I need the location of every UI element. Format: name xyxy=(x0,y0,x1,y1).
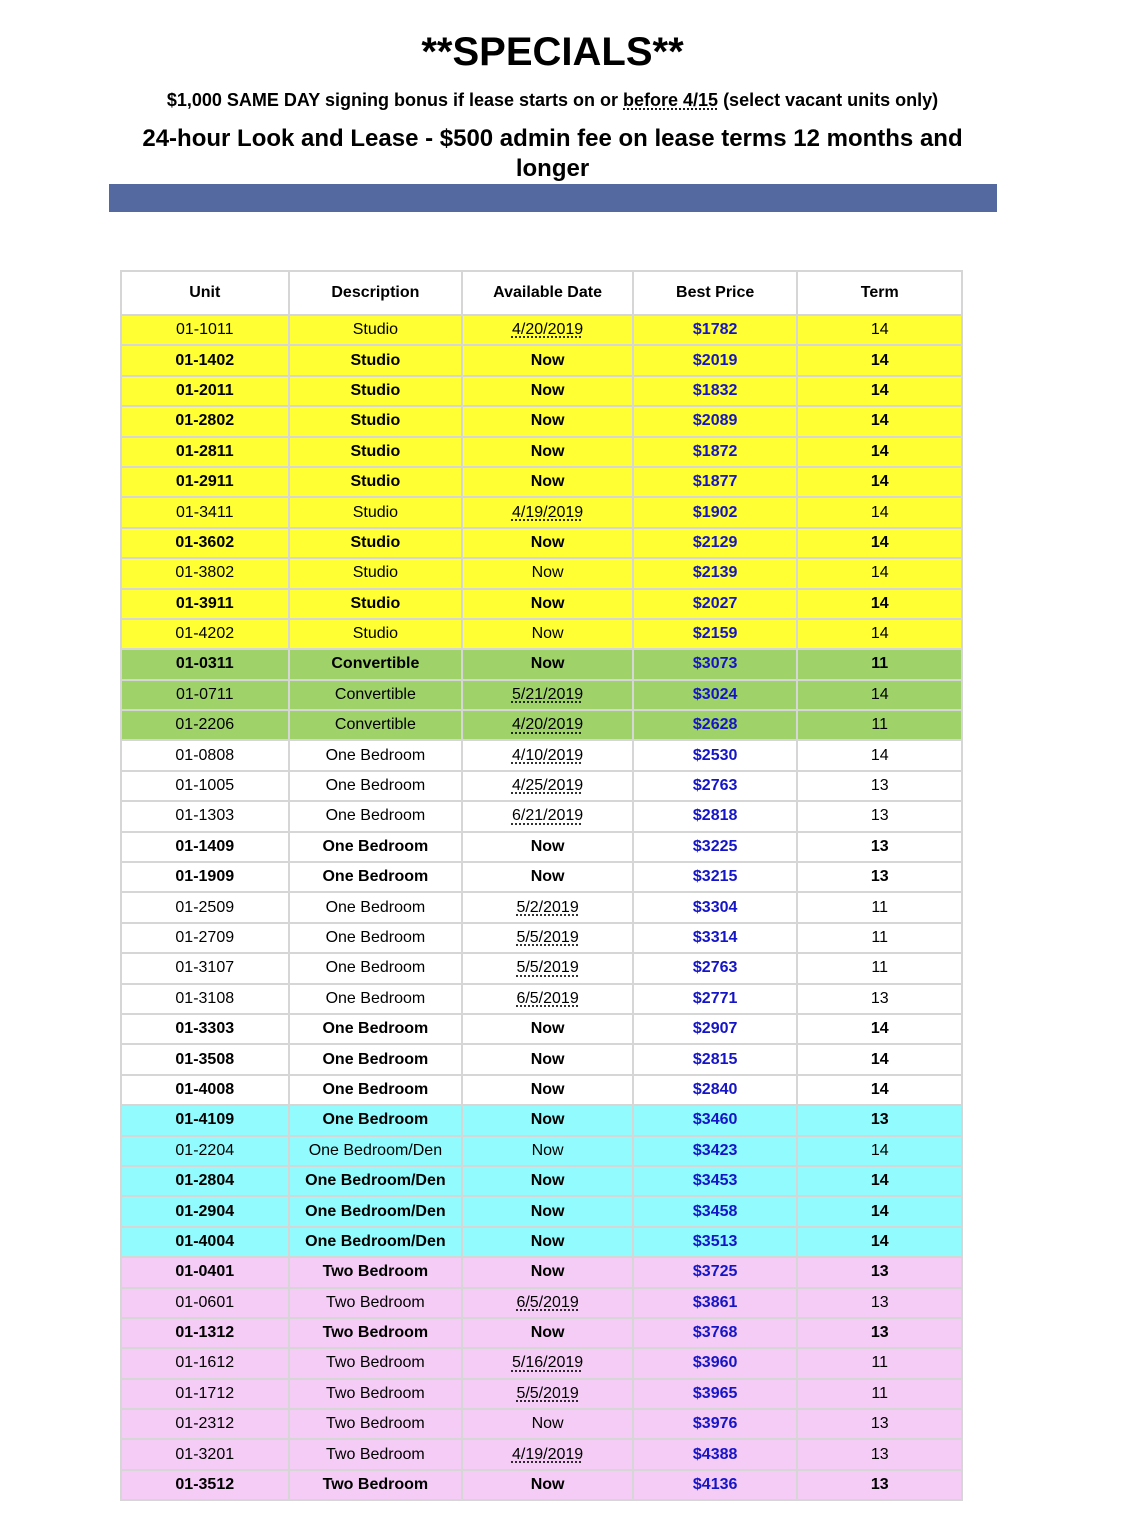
best-price-cell: $4136 xyxy=(633,1470,798,1500)
description-cell: One Bedroom/Den xyxy=(289,1196,463,1226)
available-date-link[interactable]: 4/19/2019 xyxy=(511,1445,584,1463)
table-body xyxy=(121,315,962,1500)
unit-cell: 01-1303 xyxy=(121,801,289,831)
description-cell: Two Bedroom xyxy=(289,1379,463,1409)
available-date-cell xyxy=(462,984,633,1014)
best-price-cell: $2763 xyxy=(633,771,798,801)
term-cell: 14 xyxy=(797,1014,962,1044)
table-row xyxy=(121,558,962,588)
available-date-cell: Now xyxy=(462,1075,633,1105)
available-date-link[interactable]: 5/2/2019 xyxy=(516,898,579,916)
description-cell: One Bedroom/Den xyxy=(289,1136,463,1166)
table-row xyxy=(121,589,962,619)
unit-cell: 01-2709 xyxy=(121,923,289,953)
table-row xyxy=(121,923,962,953)
table-row xyxy=(121,1379,962,1409)
term-cell: 14 xyxy=(797,406,962,436)
table-row xyxy=(121,437,962,467)
available-date-link[interactable]: 4/20/2019 xyxy=(511,321,584,339)
description-cell: Studio xyxy=(289,619,463,649)
table-row xyxy=(121,406,962,436)
available-date-cell: Now xyxy=(462,1318,633,1348)
description-cell: Studio xyxy=(289,315,463,345)
unit-cell: 01-2904 xyxy=(121,1196,289,1226)
term-cell: 14 xyxy=(797,619,962,649)
best-price-cell: $3965 xyxy=(633,1379,798,1409)
best-price-cell: $3304 xyxy=(633,892,798,922)
description-cell: Two Bedroom xyxy=(289,1439,463,1469)
available-date-cell xyxy=(462,953,633,983)
available-date-cell xyxy=(462,923,633,953)
best-price-cell: $1872 xyxy=(633,437,798,467)
term-cell: 14 xyxy=(797,345,962,375)
best-price-cell: $3725 xyxy=(633,1257,798,1287)
unit-cell: 01-3512 xyxy=(121,1470,289,1500)
table-row xyxy=(121,1439,962,1469)
unit-cell: 01-0711 xyxy=(121,680,289,710)
unit-cell: 01-2206 xyxy=(121,710,289,740)
term-cell: 11 xyxy=(797,1379,962,1409)
available-date-link[interactable]: 5/5/2019 xyxy=(516,1384,579,1402)
table-row xyxy=(121,619,962,649)
available-date-link[interactable]: 6/21/2019 xyxy=(511,807,584,825)
unit-cell: 01-4202 xyxy=(121,619,289,649)
table-row xyxy=(121,315,962,345)
unit-cell: 01-3802 xyxy=(121,558,289,588)
description-cell: One Bedroom/Den xyxy=(289,1166,463,1196)
term-cell: 11 xyxy=(797,649,962,679)
term-cell: 14 xyxy=(797,528,962,558)
description-cell: One Bedroom xyxy=(289,862,463,892)
available-date-cell: Now xyxy=(462,1227,633,1257)
unit-cell: 01-3108 xyxy=(121,984,289,1014)
unit-cell: 01-0601 xyxy=(121,1288,289,1318)
available-date-cell xyxy=(462,710,633,740)
best-price-cell: $2027 xyxy=(633,589,798,619)
available-date-cell: Now xyxy=(462,528,633,558)
best-price-cell: $3768 xyxy=(633,1318,798,1348)
column-header-unit: Unit xyxy=(121,271,289,315)
description-cell: Two Bedroom xyxy=(289,1288,463,1318)
best-price-cell: $3225 xyxy=(633,832,798,862)
available-date-cell: Now xyxy=(462,1257,633,1287)
table-row xyxy=(121,984,962,1014)
available-date-link[interactable]: 4/10/2019 xyxy=(511,746,584,764)
best-price-cell: $3458 xyxy=(633,1196,798,1226)
description-cell: One Bedroom xyxy=(289,832,463,862)
table-row xyxy=(121,1470,962,1500)
table-row xyxy=(121,710,962,740)
description-cell: One Bedroom xyxy=(289,1044,463,1074)
unit-cell: 01-0808 xyxy=(121,740,289,770)
term-cell: 13 xyxy=(797,832,962,862)
page-title: **SPECIALS** xyxy=(421,30,684,74)
term-cell: 14 xyxy=(797,680,962,710)
available-date-cell: Now xyxy=(462,619,633,649)
unit-cell: 01-2011 xyxy=(121,376,289,406)
best-price-cell: $3423 xyxy=(633,1136,798,1166)
term-cell: 11 xyxy=(797,1348,962,1378)
term-cell: 14 xyxy=(797,740,962,770)
available-date-cell xyxy=(462,771,633,801)
term-cell: 14 xyxy=(797,437,962,467)
available-date-cell: Now xyxy=(462,1136,633,1166)
term-cell: 13 xyxy=(797,862,962,892)
best-price-cell: $2771 xyxy=(633,984,798,1014)
best-price-cell: $3861 xyxy=(633,1288,798,1318)
best-price-cell: $2763 xyxy=(633,953,798,983)
description-cell: Convertible xyxy=(289,710,463,740)
term-cell: 14 xyxy=(797,376,962,406)
unit-cell: 01-2804 xyxy=(121,1166,289,1196)
table-row xyxy=(121,680,962,710)
table-row xyxy=(121,771,962,801)
best-price-cell: $3460 xyxy=(633,1105,798,1135)
column-header-best-price: Best Price xyxy=(633,271,798,315)
available-date-cell xyxy=(462,315,633,345)
term-cell: 13 xyxy=(797,1439,962,1469)
best-price-cell: $3976 xyxy=(633,1409,798,1439)
unit-cell: 01-3411 xyxy=(121,497,289,527)
table-row xyxy=(121,1105,962,1135)
description-cell: One Bedroom xyxy=(289,1014,463,1044)
table-row xyxy=(121,1014,962,1044)
available-date-link[interactable]: 4/25/2019 xyxy=(511,777,584,795)
best-price-cell: $3453 xyxy=(633,1166,798,1196)
description-cell: One Bedroom xyxy=(289,801,463,831)
table-header-row xyxy=(121,271,962,315)
available-date-cell xyxy=(462,497,633,527)
available-date-cell: Now xyxy=(462,376,633,406)
look-and-lease-special: 24-hour Look and Lease - $500 admin fee on lease terms 12 months and longer xyxy=(142,125,963,182)
available-date-link[interactable]: 5/5/2019 xyxy=(516,929,579,946)
table-row xyxy=(121,1257,962,1287)
available-date-cell: Now xyxy=(462,437,633,467)
available-date-cell xyxy=(462,892,633,922)
available-date-cell: Now xyxy=(462,1196,633,1226)
table-row xyxy=(121,528,962,558)
description-cell: Two Bedroom xyxy=(289,1348,463,1378)
description-cell: Studio xyxy=(289,437,463,467)
best-price-cell: $3513 xyxy=(633,1227,798,1257)
description-cell: Studio xyxy=(289,497,463,527)
description-cell: One Bedroom xyxy=(289,953,463,983)
description-cell: One Bedroom xyxy=(289,892,463,922)
unit-cell: 01-1909 xyxy=(121,862,289,892)
unit-cell: 01-2204 xyxy=(121,1136,289,1166)
description-cell: Convertible xyxy=(289,649,463,679)
unit-cell: 01-1005 xyxy=(121,771,289,801)
available-date-cell xyxy=(462,801,633,831)
table-row xyxy=(121,1136,962,1166)
term-cell: 14 xyxy=(797,1166,962,1196)
best-price-cell: $2907 xyxy=(633,1014,798,1044)
unit-cell: 01-0311 xyxy=(121,649,289,679)
best-price-cell: $2019 xyxy=(633,345,798,375)
unit-cell: 01-2312 xyxy=(121,1409,289,1439)
term-cell: 11 xyxy=(797,892,962,922)
table-row xyxy=(121,953,962,983)
unit-cell: 01-1712 xyxy=(121,1379,289,1409)
best-price-cell: $2089 xyxy=(633,406,798,436)
table-row xyxy=(121,892,962,922)
available-date-cell: Now xyxy=(462,1044,633,1074)
unit-cell: 01-3602 xyxy=(121,528,289,558)
unit-cell: 01-2911 xyxy=(121,467,289,497)
description-cell: One Bedroom xyxy=(289,771,463,801)
best-price-cell: $1902 xyxy=(633,497,798,527)
term-cell: 14 xyxy=(797,1075,962,1105)
term-cell: 14 xyxy=(797,1136,962,1166)
best-price-cell: $2530 xyxy=(633,740,798,770)
unit-cell: 01-3201 xyxy=(121,1439,289,1469)
available-date-cell: Now xyxy=(462,467,633,497)
description-cell: Two Bedroom xyxy=(289,1257,463,1287)
available-date-cell: Now xyxy=(462,406,633,436)
available-date-link[interactable]: 4/20/2019 xyxy=(511,716,584,734)
term-cell: 13 xyxy=(797,1470,962,1500)
table-row xyxy=(121,1348,962,1378)
description-cell: Two Bedroom xyxy=(289,1318,463,1348)
best-price-cell: $2628 xyxy=(633,710,798,740)
table-row xyxy=(121,862,962,892)
available-date-cell xyxy=(462,1288,633,1318)
header-divider-bar xyxy=(109,184,997,212)
available-date-cell: Now xyxy=(462,589,633,619)
available-date-cell: Now xyxy=(462,832,633,862)
description-cell: Studio xyxy=(289,467,463,497)
table-row xyxy=(121,376,962,406)
unit-cell: 01-1402 xyxy=(121,345,289,375)
description-cell: One Bedroom/Den xyxy=(289,1227,463,1257)
term-cell: 14 xyxy=(797,589,962,619)
term-cell: 14 xyxy=(797,1044,962,1074)
term-cell: 14 xyxy=(797,315,962,345)
available-date-link[interactable]: 5/21/2019 xyxy=(511,685,584,703)
table-row xyxy=(121,801,962,831)
signing-bonus-note: (select vacant units only) xyxy=(718,90,939,110)
available-date-cell xyxy=(462,1439,633,1469)
table-row xyxy=(121,1196,962,1226)
table-row xyxy=(121,467,962,497)
description-cell: Studio xyxy=(289,589,463,619)
available-date-cell: Now xyxy=(462,558,633,588)
table-row xyxy=(121,649,962,679)
term-cell: 13 xyxy=(797,771,962,801)
available-date-cell: Now xyxy=(462,1105,633,1135)
best-price-cell: $2139 xyxy=(633,558,798,588)
best-price-cell: $3314 xyxy=(633,923,798,953)
unit-cell: 01-1612 xyxy=(121,1348,289,1378)
description-cell: Studio xyxy=(289,558,463,588)
term-cell: 14 xyxy=(797,497,962,527)
available-date-cell: Now xyxy=(462,1409,633,1439)
available-date-link[interactable]: 5/16/2019 xyxy=(511,1354,584,1372)
term-cell: 13 xyxy=(797,801,962,831)
term-cell: 13 xyxy=(797,984,962,1014)
best-price-cell: $2159 xyxy=(633,619,798,649)
term-cell: 13 xyxy=(797,1257,962,1287)
available-date-cell xyxy=(462,1348,633,1378)
description-cell: One Bedroom xyxy=(289,1075,463,1105)
unit-cell: 01-2802 xyxy=(121,406,289,436)
table-row xyxy=(121,345,962,375)
term-cell: 14 xyxy=(797,467,962,497)
signing-bonus-special xyxy=(0,88,1105,112)
description-cell: One Bedroom xyxy=(289,984,463,1014)
unit-cell: 01-3107 xyxy=(121,953,289,983)
term-cell: 11 xyxy=(797,923,962,953)
best-price-cell: $1782 xyxy=(633,315,798,345)
table-row xyxy=(121,1075,962,1105)
unit-cell: 01-3508 xyxy=(121,1044,289,1074)
unit-cell: 01-3303 xyxy=(121,1014,289,1044)
term-cell: 14 xyxy=(797,558,962,588)
best-price-cell: $3073 xyxy=(633,649,798,679)
description-cell: Studio xyxy=(289,528,463,558)
term-cell: 13 xyxy=(797,1105,962,1135)
table-row xyxy=(121,1288,962,1318)
unit-cell: 01-1409 xyxy=(121,832,289,862)
best-price-cell: $3215 xyxy=(633,862,798,892)
table-row xyxy=(121,1318,962,1348)
best-price-cell: $2815 xyxy=(633,1044,798,1074)
unit-cell: 01-2509 xyxy=(121,892,289,922)
description-cell: Two Bedroom xyxy=(289,1409,463,1439)
available-date-cell: Now xyxy=(462,345,633,375)
best-price-cell: $2818 xyxy=(633,801,798,831)
unit-cell: 01-4008 xyxy=(121,1075,289,1105)
best-price-cell: $2129 xyxy=(633,528,798,558)
unit-cell: 01-1312 xyxy=(121,1318,289,1348)
term-cell: 13 xyxy=(797,1318,962,1348)
description-cell: One Bedroom xyxy=(289,923,463,953)
available-units-table xyxy=(120,270,963,1501)
available-date-link[interactable]: 6/5/2019 xyxy=(516,1293,579,1311)
description-cell: Two Bedroom xyxy=(289,1470,463,1500)
available-date-cell: Now xyxy=(462,862,633,892)
best-price-cell: $2840 xyxy=(633,1075,798,1105)
available-date-link[interactable]: 4/19/2019 xyxy=(511,503,584,521)
table-row xyxy=(121,832,962,862)
before-date-link[interactable]: before 4/15 xyxy=(623,90,719,110)
description-cell: Studio xyxy=(289,406,463,436)
term-cell: 14 xyxy=(797,1196,962,1226)
term-cell: 13 xyxy=(797,1288,962,1318)
description-cell: One Bedroom xyxy=(289,1105,463,1135)
column-header-available-date: Available Date xyxy=(462,271,633,315)
unit-cell: 01-2811 xyxy=(121,437,289,467)
term-cell: 11 xyxy=(797,710,962,740)
best-price-cell: $3024 xyxy=(633,680,798,710)
available-date-link[interactable]: 5/5/2019 xyxy=(516,959,579,977)
unit-cell: 01-4109 xyxy=(121,1105,289,1135)
unit-cell: 01-0401 xyxy=(121,1257,289,1287)
unit-cell: 01-1011 xyxy=(121,315,289,345)
table-row xyxy=(121,497,962,527)
description-cell: Convertible xyxy=(289,680,463,710)
term-cell: 13 xyxy=(797,1409,962,1439)
unit-cell: 01-3911 xyxy=(121,589,289,619)
description-cell: Studio xyxy=(289,345,463,375)
description-cell: Studio xyxy=(289,376,463,406)
best-price-cell: $1832 xyxy=(633,376,798,406)
table-row xyxy=(121,1227,962,1257)
best-price-cell: $3960 xyxy=(633,1348,798,1378)
available-date-cell xyxy=(462,1379,633,1409)
signing-bonus-text: $1,000 SAME DAY signing bonus if lease starts on or xyxy=(166,90,624,110)
available-date-cell xyxy=(462,740,633,770)
best-price-cell: $1877 xyxy=(633,467,798,497)
available-date-link[interactable]: 6/5/2019 xyxy=(516,989,579,1007)
term-cell: 11 xyxy=(797,953,962,983)
available-date-cell xyxy=(462,680,633,710)
table-row xyxy=(121,1044,962,1074)
column-header-term: Term xyxy=(797,271,962,315)
available-date-cell: Now xyxy=(462,1014,633,1044)
available-date-cell: Now xyxy=(462,1470,633,1500)
table-row xyxy=(121,740,962,770)
term-cell: 14 xyxy=(797,1227,962,1257)
unit-cell: 01-4004 xyxy=(121,1227,289,1257)
table-row xyxy=(121,1409,962,1439)
table-row xyxy=(121,1166,962,1196)
available-date-cell: Now xyxy=(462,649,633,679)
available-date-cell: Now xyxy=(462,1166,633,1196)
column-header-description: Description xyxy=(289,271,463,315)
best-price-cell: $4388 xyxy=(633,1439,798,1469)
description-cell: One Bedroom xyxy=(289,740,463,770)
